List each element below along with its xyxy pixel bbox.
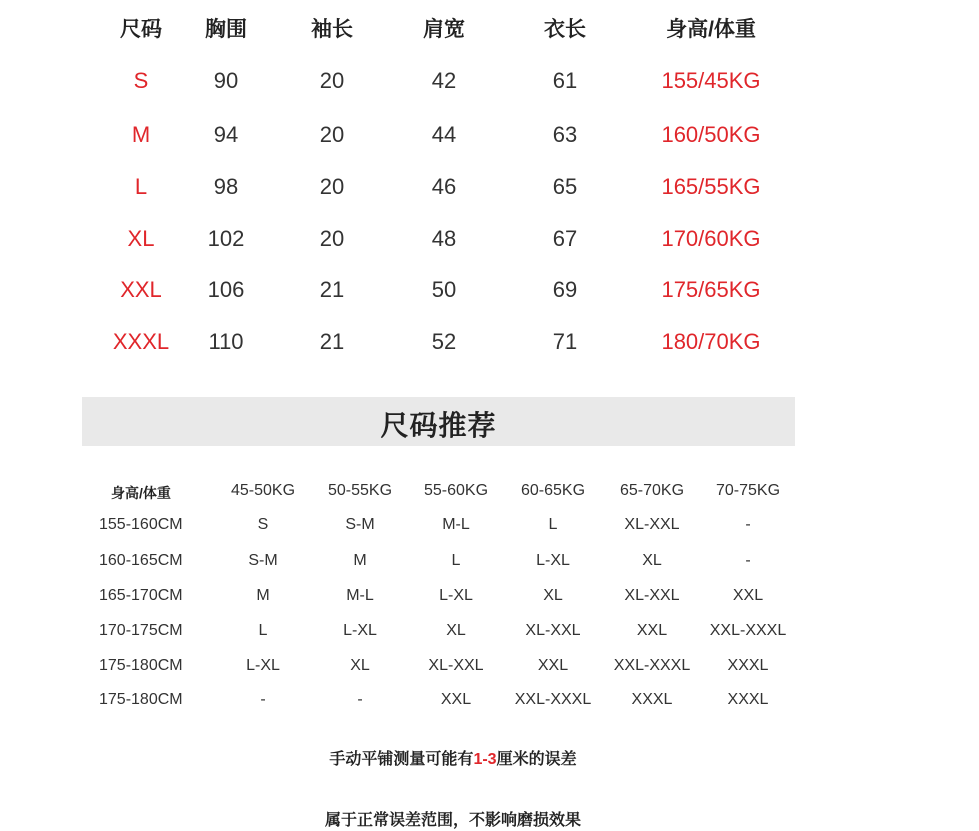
recommend-cell: L — [451, 552, 461, 569]
recommend-cell: M-L — [442, 516, 470, 533]
height-row-label: 155-160CM — [99, 516, 183, 533]
size-header-length: 衣长 — [544, 18, 586, 41]
size-cell-length: 61 — [552, 68, 578, 93]
measurement-note — [0, 746, 906, 769]
recommend-cell: XL-XXL — [624, 587, 680, 604]
size-cell-size: XXXL — [112, 329, 170, 354]
size-cell-chest: 90 — [213, 68, 239, 93]
size-cell-size: L — [134, 174, 148, 199]
size-cell-size: S — [133, 68, 149, 93]
recommend-cell: XXXL — [727, 657, 769, 674]
size-cell-length: 71 — [552, 329, 578, 354]
weight-header: 65-70KG — [619, 482, 685, 499]
weight-header: 45-50KG — [230, 482, 296, 499]
recommend-cell: S-M — [248, 552, 278, 569]
recommend-cell: M-L — [346, 587, 374, 604]
weight-header: 50-55KG — [327, 482, 393, 499]
size-cell-height-weight: 155/45KG — [661, 68, 761, 93]
error-range-note: 属于正常误差范围，不影响磨损效果 — [324, 812, 581, 829]
size-cell-height-weight: 170/60KG — [661, 226, 761, 251]
size-cell-chest: 110 — [208, 329, 244, 354]
measurement-note-highlight: 1-3 — [473, 751, 497, 768]
size-cell-size: XL — [127, 226, 155, 251]
size-cell-height-weight: 180/70KG — [661, 329, 761, 354]
recommend-cell: S-M — [345, 516, 375, 533]
recommend-cell: L — [548, 516, 558, 533]
size-cell-sleeve: 21 — [319, 277, 345, 302]
size-cell-sleeve: 20 — [319, 174, 345, 199]
size-cell-size: M — [131, 122, 151, 147]
recommend-cell: XL — [543, 587, 563, 604]
weight-header: 55-60KG — [423, 482, 489, 499]
size-cell-chest: 106 — [207, 277, 245, 302]
recommend-cell: XXL-XXXL — [514, 691, 592, 708]
size-cell-length: 67 — [552, 226, 578, 251]
recommend-cell: XXL — [537, 657, 569, 674]
recommend-cell: - — [745, 552, 751, 569]
measurement-note-suffix: 厘米的误差 — [496, 751, 577, 768]
size-cell-shoulder: 42 — [431, 68, 457, 93]
recommend-cell: L-XL — [246, 657, 280, 674]
size-cell-shoulder: 48 — [431, 226, 457, 251]
size-cell-sleeve: 20 — [319, 68, 345, 93]
size-cell-sleeve: 20 — [319, 226, 345, 251]
recommend-cell: - — [745, 516, 751, 533]
recommend-cell: L-XL — [343, 622, 377, 639]
recommend-cell: M — [353, 552, 367, 569]
recommend-cell: XL — [446, 622, 466, 639]
height-row-label: 160-165CM — [99, 552, 183, 569]
size-cell-chest: 98 — [213, 174, 239, 199]
measurement-note-prefix: 手动平铺测量可能有 — [329, 751, 474, 768]
size-cell-length: 63 — [552, 122, 578, 147]
size-cell-size: XXL — [120, 277, 162, 302]
recommend-cell: XL-XXL — [525, 622, 581, 639]
height-row-label: 175-180CM — [99, 691, 183, 708]
recommend-cell: M — [256, 587, 270, 604]
recommend-cell: XXL — [636, 622, 668, 639]
recommend-corner-label: 身高/体重 — [111, 485, 171, 501]
size-cell-height-weight: 160/50KG — [661, 122, 761, 147]
size-cell-length: 69 — [552, 277, 578, 302]
size-header-size: 尺码 — [120, 18, 162, 41]
size-cell-shoulder: 50 — [431, 277, 457, 302]
recommend-cell: XL — [642, 552, 662, 569]
size-cell-chest: 102 — [207, 226, 245, 251]
size-cell-shoulder: 52 — [431, 329, 457, 354]
size-cell-chest: 94 — [213, 122, 239, 147]
size-header-shoulder: 肩宽 — [423, 18, 465, 41]
recommend-cell: XXL-XXXL — [613, 657, 691, 674]
recommend-cell: XXXL — [631, 691, 673, 708]
weight-header: 60-65KG — [520, 482, 586, 499]
height-row-label: 170-175CM — [99, 622, 183, 639]
recommend-cell: XL-XXL — [428, 657, 484, 674]
recommend-cell: - — [260, 691, 266, 708]
size-header-sleeve: 袖长 — [311, 18, 353, 41]
recommend-cell: XL — [350, 657, 370, 674]
height-row-label: 175-180CM — [99, 657, 183, 674]
size-cell-sleeve: 20 — [319, 122, 345, 147]
size-header-height-weight: 身高/体重 — [666, 18, 756, 41]
size-recommend-banner — [82, 397, 795, 446]
recommend-cell: XXXL — [727, 691, 769, 708]
size-cell-height-weight: 165/55KG — [661, 174, 761, 199]
size-cell-shoulder: 44 — [431, 122, 457, 147]
recommend-cell: XL-XXL — [624, 516, 680, 533]
recommend-cell: L — [258, 622, 268, 639]
recommend-cell: L-XL — [439, 587, 473, 604]
size-cell-length: 65 — [552, 174, 578, 199]
recommend-cell: XXL — [440, 691, 472, 708]
size-cell-height-weight: 175/65KG — [661, 277, 761, 302]
recommend-cell: XXL — [732, 587, 764, 604]
weight-header: 70-75KG — [715, 482, 781, 499]
recommend-cell: L-XL — [536, 552, 570, 569]
size-header-chest: 胸围 — [205, 18, 247, 41]
recommend-cell: XXL-XXXL — [709, 622, 787, 639]
recommend-cell: S — [257, 516, 269, 533]
height-row-label: 165-170CM — [99, 587, 183, 604]
size-cell-shoulder: 46 — [431, 174, 457, 199]
recommend-cell: - — [357, 691, 363, 708]
size-cell-sleeve: 21 — [319, 329, 345, 354]
size-recommend-title: 尺码推荐 — [380, 410, 497, 441]
